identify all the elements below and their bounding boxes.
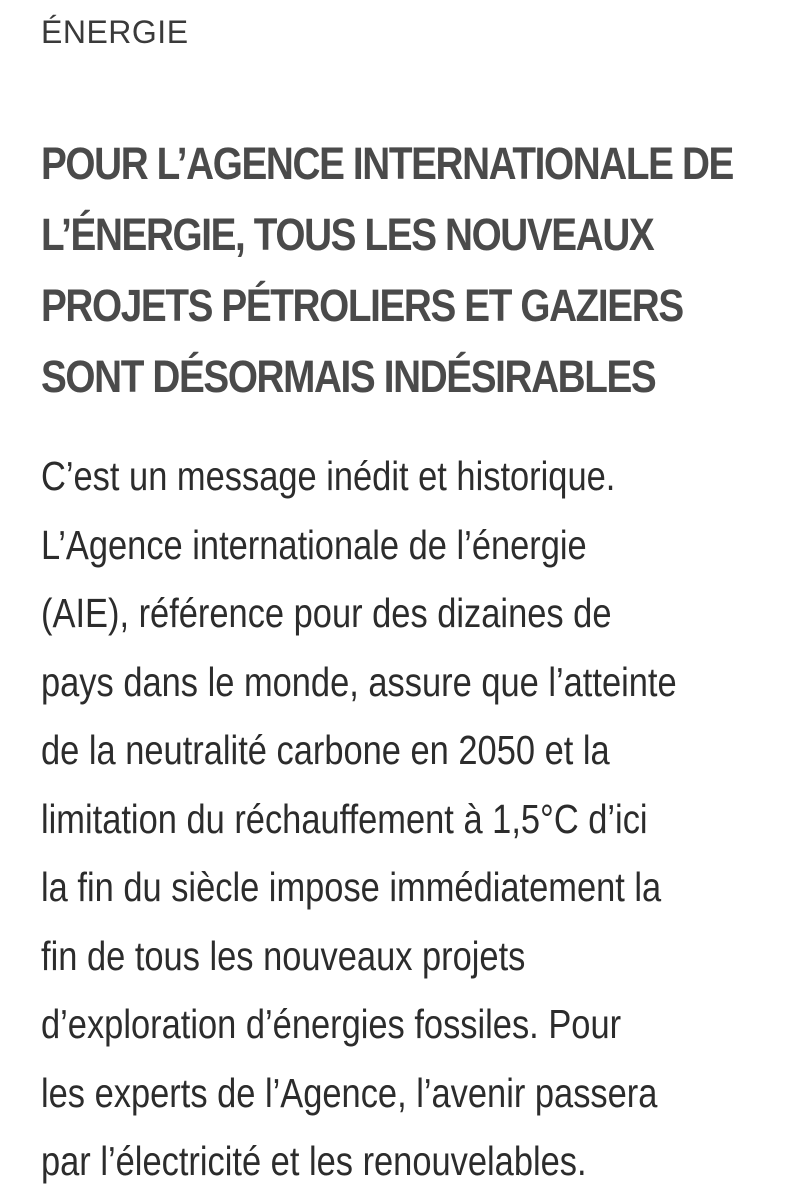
paragraph-line: L’Agence internationale de l’énergie	[41, 521, 587, 568]
paragraph-line: les experts de l’Agence, l’avenir passera	[41, 1069, 658, 1116]
paragraph-line: pays dans le monde, assure que l’atteinte	[41, 658, 677, 705]
paragraph-line: de la neutralité carbone en 2050 et la	[41, 727, 610, 773]
paragraph-line: limitation du réchauffement à 1,5°C d’ici	[41, 795, 648, 842]
paragraph-line: C’est un message inédit et historique.	[41, 453, 616, 499]
headline-line: SONT DÉSORMAIS INDÉSIRABLES	[41, 351, 656, 402]
headline-line: POUR L’AGENCE INTERNATIONALE DE	[41, 138, 733, 189]
paragraph-line: la fin du siècle impose immédiatement la	[41, 864, 662, 910]
article-lead-paragraph	[41, 442, 812, 1196]
headline-line: PROJETS PÉTROLIERS ET GAZIERS	[41, 280, 683, 331]
paragraph-line: fin de tous les nouveaux projets	[41, 932, 526, 979]
article-category[interactable]: ÉNERGIE	[41, 14, 189, 50]
article	[41, 0, 801, 1184]
paragraph-line: (AIE), référence pour des dizaines de	[41, 590, 612, 636]
article-headline	[41, 128, 798, 412]
headline-line: L’ÉNERGIE, TOUS LES NOUVEAUX	[41, 209, 654, 260]
paragraph-line: d’exploration d’énergies fossiles. Pour	[41, 1001, 622, 1047]
paragraph-line: par l’électricité et les renouvelables.	[41, 1138, 587, 1184]
